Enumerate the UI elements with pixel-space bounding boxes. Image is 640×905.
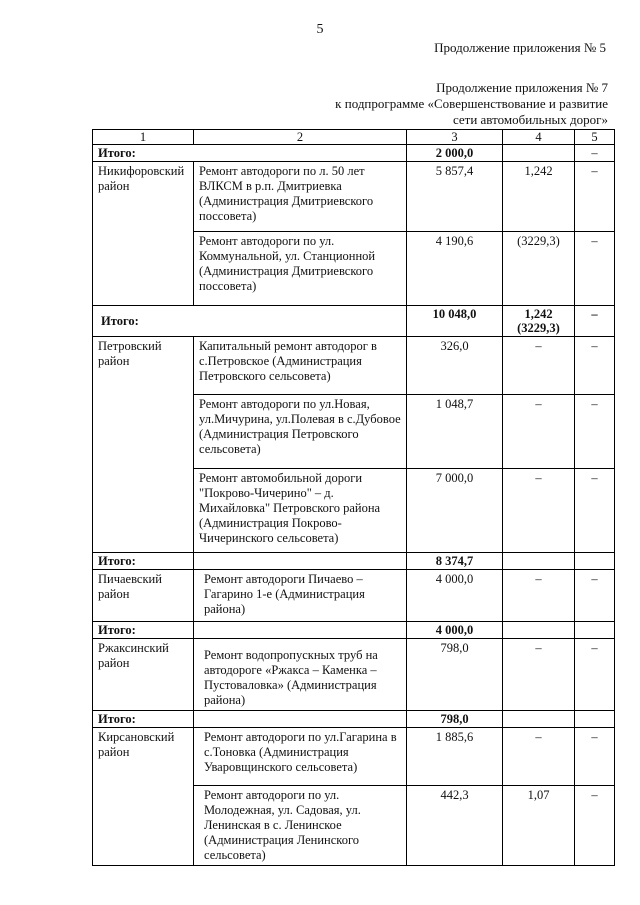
col5-cell: – [575,639,615,711]
col-header-4: 4 [503,130,575,145]
total-row [93,622,615,639]
table-row [93,639,615,711]
amount-cell: 5 857,4 [407,162,503,232]
total-label: Итого: [93,306,407,337]
total-row [93,145,615,162]
col5-cell: – [575,232,615,306]
district-cell: Кирсановский район [93,728,194,866]
total-col4 [503,553,575,570]
table-header-row [93,130,615,145]
total-row [93,711,615,728]
total-row [93,306,615,337]
total-col5: – [575,306,615,337]
table-row [93,570,615,622]
col4-cell: – [503,337,575,395]
work-description: Ремонт автодороги по ул.Новая, ул.Мичурина, ул.Полевая в с.Дубовое (Администрация Петровского сельсовета) [194,395,407,469]
total-label: Итого: [93,711,194,728]
work-description: Ремонт автодороги Пичаево – Гагарино 1-е (Администрация района) [194,570,407,622]
appendix-5-continuation: Продолжение приложения № 5 [434,40,606,55]
col5-cell: – [575,337,615,395]
page-number: 5 [316,22,324,37]
total-empty [194,622,407,639]
district-cell: Ржаксинский район [93,639,194,711]
total-label: Итого: [93,622,194,639]
appendix-7-line2: к подпрограмме «Совершенствование и развитие [335,96,608,111]
work-description: Капитальный ремонт автодорог в с.Петровское (Администрация Петровского сельсовета) [194,337,407,395]
district-cell: Никифоровский район [93,162,194,306]
total-empty [194,711,407,728]
amount-cell: 798,0 [407,639,503,711]
col5-cell: – [575,395,615,469]
col5-cell: – [575,469,615,553]
total-label: Итого: [93,553,194,570]
col4-cell: (3229,3) [503,232,575,306]
appendix-7-line3: сети автомобильных дорог» [452,112,608,127]
amount-cell: 326,0 [407,337,503,395]
amount-cell: 4 190,6 [407,232,503,306]
col-header-2: 2 [194,130,407,145]
col4-cell: 1,07 [503,786,575,866]
col-header-1: 1 [93,130,194,145]
district-cell: Пичаевский район [93,570,194,622]
total-col5: – [575,145,615,162]
col4-cell: – [503,395,575,469]
total-empty [194,553,407,570]
col5-cell: – [575,728,615,786]
work-description: Ремонт автодороги по ул. Молодежная, ул. Садовая, ул. Ленинская в с. Ленинское (Администрация Ленинского сельсовета) [194,786,407,866]
table-row [93,337,615,395]
col-header-3: 3 [407,130,503,145]
total-col4 [503,711,575,728]
col4-cell: – [503,639,575,711]
col5-cell: – [575,786,615,866]
work-description: Ремонт автодороги по ул. Коммунальной, ул. Станционной (Администрация Дмитриевского поссовета) [194,232,407,306]
appendix-7-continuation [335,80,608,128]
work-description: Ремонт водопропускных труб на автодороге «Ржакса – Каменка – Пустоваловка» (Администрация района) [194,639,407,711]
total-amount: 2 000,0 [407,145,503,162]
total-amount: 4 000,0 [407,622,503,639]
total-col5 [575,711,615,728]
work-description: Ремонт автомобильной дороги "Покрово-Чичерино" – д. Михайловка" Петровского района (Администрация Покрово-Чичеринского сельсовета) [194,469,407,553]
total-col4 [503,145,575,162]
total-amount: 10 048,0 [407,306,503,337]
col4-cell: – [503,469,575,553]
work-description: Ремонт автодороги по ул.Гагарина в с.Тоновка (Администрация Уваровщинского сельсовета) [194,728,407,786]
table-row [93,728,615,786]
amount-cell: 1 048,7 [407,395,503,469]
appendix-7-line1: Продолжение приложения № 7 [436,80,608,95]
col5-cell: – [575,570,615,622]
col-header-5: 5 [575,130,615,145]
total-row [93,553,615,570]
col4-cell: – [503,728,575,786]
table-row [93,162,615,232]
work-description: Ремонт автодороги по л. 50 лет ВЛКСМ в р.п. Дмитриевка (Администрация Дмитриевского поссовета) [194,162,407,232]
col4-cell: – [503,570,575,622]
total-col5 [575,622,615,639]
col4-cell: 1,242 [503,162,575,232]
amount-cell: 1 885,6 [407,728,503,786]
total-label: Итого: [93,145,407,162]
total-col4 [503,622,575,639]
funding-table [92,129,615,866]
total-col5 [575,553,615,570]
amount-cell: 7 000,0 [407,469,503,553]
col5-cell: – [575,162,615,232]
district-cell: Петровский район [93,337,194,553]
amount-cell: 442,3 [407,786,503,866]
total-amount: 798,0 [407,711,503,728]
amount-cell: 4 000,0 [407,570,503,622]
total-col4: 1,242 (3229,3) [503,306,575,337]
total-amount: 8 374,7 [407,553,503,570]
